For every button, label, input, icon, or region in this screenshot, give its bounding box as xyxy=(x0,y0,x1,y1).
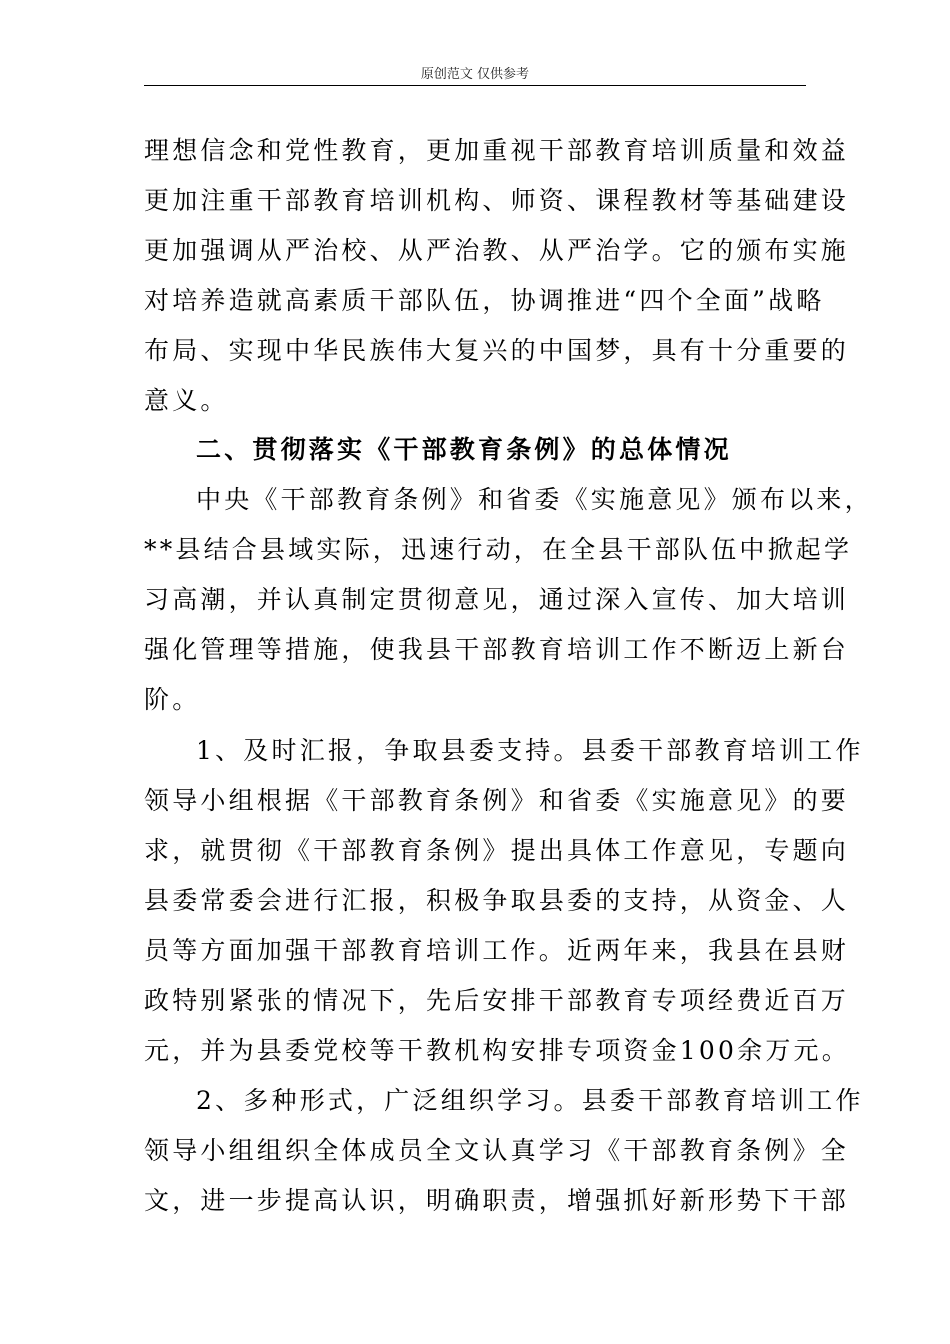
body-line: 元，并为县委党校等干教机构安排专项资金100余万元。 xyxy=(144,1036,850,1065)
body-line: 对培养造就高素质干部队伍，协调推进“四个全面”战略 xyxy=(144,286,825,315)
page-header: 原创范文 仅供参考 xyxy=(420,67,530,82)
header-divider xyxy=(144,85,806,86)
body-line: 员等方面加强干部教育培训工作。近两年来，我县在县财 xyxy=(144,936,850,965)
body-line: 求，就贯彻《干部教育条例》提出具体工作意见，专题向 xyxy=(144,836,850,865)
body-line: 意义。 xyxy=(144,386,229,415)
body-line: **县结合县域实际，迅速行动，在全县干部队伍中掀起学 xyxy=(144,535,853,564)
body-line: 更加注重干部教育培训机构、师资、课程教材等基础建设 xyxy=(144,186,850,215)
paragraph-first-line: 2、多种形式，广泛组织学习。县委干部教育培训工作 xyxy=(196,1086,864,1115)
body-line: 更加强调从严治校、从严治教、从严治学。它的颁布实施 xyxy=(144,236,850,265)
body-line: 阶。 xyxy=(144,685,201,714)
body-line: 文，进一步提高认识，明确职责，增强抓好新形势下干部 xyxy=(144,1186,850,1215)
body-line: 领导小组根据《干部教育条例》和省委《实施意见》的要 xyxy=(144,786,850,815)
paragraph-first-line: 中央《干部教育条例》和省委《实施意见》颁布以来， xyxy=(196,485,873,514)
body-line: 县委常委会进行汇报，积极争取县委的支持，从资金、人 xyxy=(144,886,850,915)
body-line: 强化管理等措施，使我县干部教育培训工作不断迈上新台 xyxy=(144,635,850,664)
body-line: 政特别紧张的情况下，先后安排干部教育专项经费近百万 xyxy=(144,986,850,1015)
paragraph-first-line: 1、及时汇报，争取县委支持。县委干部教育培训工作 xyxy=(196,736,864,765)
section-heading: 二、贯彻落实《干部教育条例》的总体情况 xyxy=(196,435,732,464)
body-line: 布局、实现中华民族伟大复兴的中国梦，具有十分重要的 xyxy=(144,336,850,365)
body-line: 习高潮，并认真制定贯彻意见，通过深入宣传、加大培训 xyxy=(144,585,850,614)
body-line: 领导小组组织全体成员全文认真学习《干部教育条例》全 xyxy=(144,1136,850,1165)
body-line: 理想信念和党性教育，更加重视干部教育培训质量和效益 xyxy=(144,136,850,165)
